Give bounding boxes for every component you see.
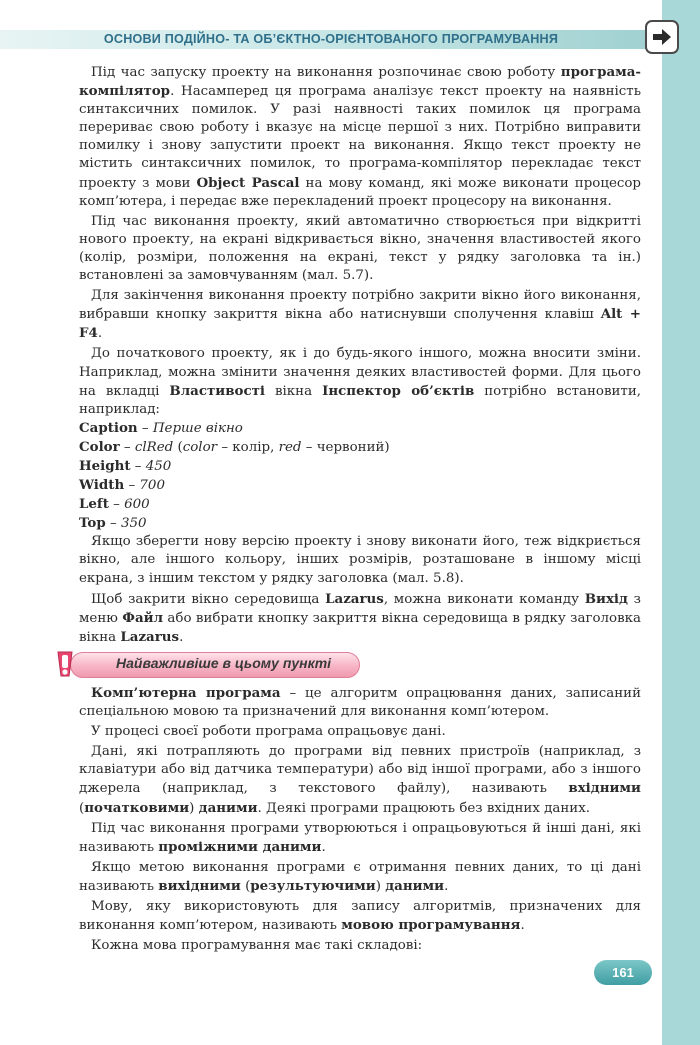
term-object-pascal: Object Pascal bbox=[196, 174, 300, 191]
property-caption: Caption – Перше вікно bbox=[79, 419, 243, 436]
paragraph-new-version: Якщо зберегти нову версію проекту і знову виконати його, теж відкриється вікно, але іншого кольору, інших розмірів, розташоване в іншому місці екрана, з іншим текстом у рядку заголовка (мал. 5.8). bbox=[79, 534, 641, 586]
property-top: Top – 350 bbox=[79, 515, 147, 532]
summary-input-data: Дані, які потрапляють до програми від певних пристроїв (наприклад, з клавіатури або від датчика температури) або від іншої програми, або з іншого джерела (наприклад, з текстового файлу), називають вхідними (початковими) даними. Деякі програми працюють без вхідних даних. bbox=[79, 744, 641, 816]
paragraph-properties: До початкового проекту, як і до будь-якого іншого, можна вносити зміни. Наприклад, можна змінити значення деяких властивостей форми. Для цього на вкладці Властивості вікна Інспектор об’єктів потрібно встановити, наприклад: bbox=[79, 346, 641, 417]
exclamation-icon bbox=[50, 650, 80, 680]
summary-language-components: Кожна мова програмування має такі складові: bbox=[91, 938, 423, 954]
summary-program-definition: Комп’ютерна програма – це алгоритм опрацювання даних, записаний спеціальною мовою та призначений для виконання комп’ютером. bbox=[79, 685, 642, 720]
property-left: Left – 600 bbox=[79, 496, 150, 513]
next-page-button[interactable] bbox=[645, 20, 679, 54]
summary-data-processing: У процесі своєї роботи програма опрацьовує дані. bbox=[91, 724, 446, 740]
banner-title: Найважливіше в цьому пункті bbox=[116, 655, 332, 671]
paragraph-lazarus-close: Щоб закрити вікно середовища Lazarus, можна виконати команду Вихід з меню Файл або вибрати кнопку закриття вікна середовища в рядку заголовка вікна Lazarus. bbox=[79, 590, 641, 645]
property-width: Width – 700 bbox=[79, 477, 165, 494]
paragraph-window: Під час виконання проекту, який автоматично створюється при відкритті нового проекту, на екрані відкривається вікно, значення властивостей якого (колір, розміри, положення на екрані, текст у рядку заголовка та ін.) встановлені за замовчуванням (мал. 5.7). bbox=[79, 213, 641, 284]
page-header-title: ОСНОВИ ПОДІЙНО- ТА ОБ’ЄКТНО-ОРІЄНТОВАНОГО ПРОГРАМУВАННЯ bbox=[103, 32, 559, 46]
key-points-banner bbox=[50, 650, 360, 678]
arrow-right-icon bbox=[651, 27, 673, 47]
main-text-section bbox=[79, 63, 641, 647]
property-color: Color – clRed (color – колір, red – червоний) bbox=[79, 438, 390, 455]
paragraph-compiler: Під час запуску проекту на виконання розпочинає свою роботу програма-компілятор. Насамперед ця програма аналізує текст проекту на наявність синтаксичних помилок. У разі наявності таких помилок ця програма перериває свою роботу і вказує на місце першої з них. Потрібно виправити помилку і знову запустити проект на виконання. Якщо текст проекту не містить синтаксичних помилок, то програма-компілятор перекладає текст проекту з мови Object Pascal на мову команд, які може виконати процесор комп’ютера, і передає вже перекладений проект процесору на виконання. bbox=[79, 64, 642, 209]
page-number: 161 bbox=[594, 960, 652, 985]
property-height: Height – 450 bbox=[79, 457, 172, 474]
summary-section bbox=[79, 684, 641, 955]
term-compiler: програма-компілятор bbox=[79, 64, 641, 100]
summary-intermediate-data: Під час виконання програми утворюються і опрацьовуються й інші дані, які називають проміжними даними. bbox=[79, 820, 641, 855]
summary-output-data: Якщо метою виконання програми є отримання певних даних, то ці дані називають вихідними (результуючими) даними. bbox=[79, 859, 641, 894]
summary-programming-language: Мову, яку використовують для запису алгоритмів, призначених для виконання комп’ютером, називають мовою програмування. bbox=[79, 899, 641, 934]
paragraph-close: Для закінчення виконання проекту потрібно закрити вікно його виконання, вибравши кнопку закриття вікна або натиснувши сполучення клавіш Alt + F4. bbox=[79, 288, 641, 342]
side-decoration-bar bbox=[662, 0, 700, 1045]
shortcut-alt-f4: Alt + F4 bbox=[79, 306, 641, 342]
